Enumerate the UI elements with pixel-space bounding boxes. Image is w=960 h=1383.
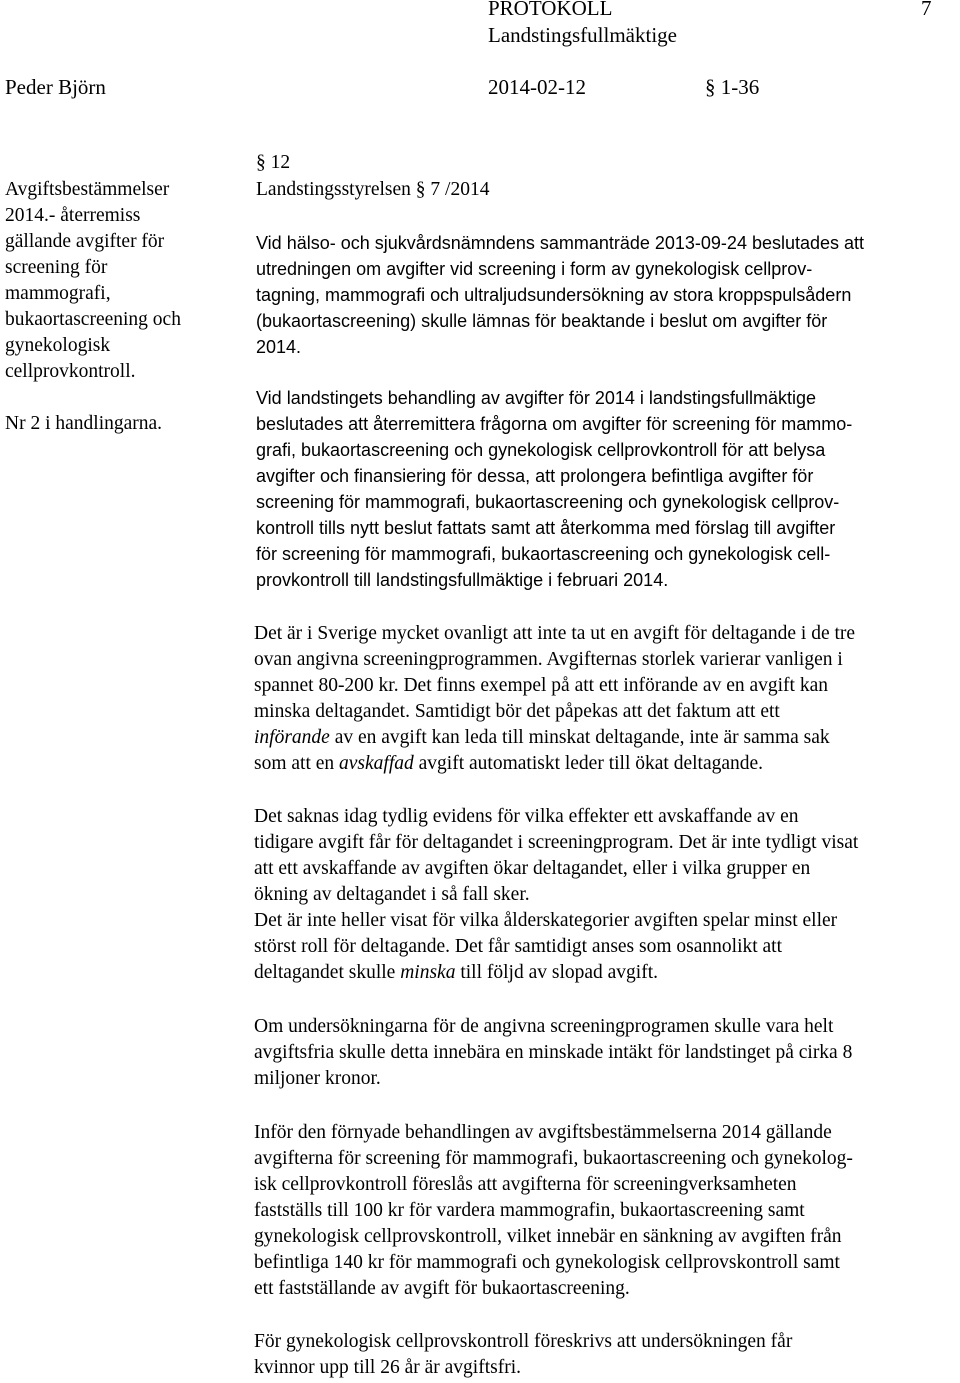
emphasis-text: minska <box>400 962 456 983</box>
text-line: beslutades att återremittera frågorna om avgifter för screening för mammo- <box>256 414 853 434</box>
emphasis-text: införande <box>254 727 330 748</box>
text-line: avgifterna för screening för mammografi, bukaortascreening och gynekolog- <box>254 1148 853 1169</box>
text-line: tagning, mammografi och ultraljudsundersökning av stora kroppspulsådern <box>256 285 852 305</box>
decision-reference: Landstingsstyrelsen § 7 /2014 <box>256 179 490 200</box>
paragraph-2 <box>256 385 852 593</box>
text-line: avgiftsfria skulle detta innebära en minskade intäkt för landstinget på cirka 8 <box>254 1042 853 1063</box>
margin-heading-line: 2014.- återremiss <box>5 205 141 226</box>
meeting-date: 2014-02-12 <box>488 75 586 99</box>
text-span: deltagandet skulle <box>254 962 401 983</box>
paragraph-range: § 1-36 <box>705 75 760 99</box>
margin-heading <box>5 177 181 437</box>
text-line: Det saknas idag tydlig evidens för vilka effekter ett avskaffande av en <box>254 806 799 827</box>
document-subtitle: Landstingsfullmäktige <box>488 23 677 47</box>
margin-heading-line: bukaortascreening och <box>5 309 181 330</box>
text-line: För gynekologisk cellprovskontroll föreskrivs att undersökningen får <box>254 1331 793 1352</box>
page-number: 7 <box>921 0 932 20</box>
author-name: Peder Björn <box>5 75 106 99</box>
text-line: minska deltagandet. Samtidigt bör det påpekas att det faktum att ett <box>254 701 780 722</box>
emphasis-text: avskaffad <box>339 753 414 774</box>
text-line: att ett avskaffande av avgiften ökar deltagandet, eller i vilka grupper en <box>254 858 811 879</box>
paragraph-7 <box>254 1329 792 1381</box>
text-line: (bukaortascreening) skulle lämnas för beaktande i beslut om avgifter för <box>256 311 828 331</box>
text-line: ovan angivna screeningprogrammen. Avgifternas storlek varierar vanligen i <box>254 649 843 670</box>
margin-heading-line: gällande avgifter för <box>5 231 165 252</box>
margin-heading-line: mammografi, <box>5 283 111 304</box>
text-line <box>254 751 855 777</box>
paragraph-5 <box>254 1014 852 1092</box>
text-line: gynekologisk cellprovskontroll, vilket innebär en sänkning av avgiften från <box>254 1226 842 1247</box>
document-title: PROTOKOLL <box>488 0 613 20</box>
text-line: Det är inte heller visat för vilka ålderskategorier avgiften spelar minst eller <box>254 910 838 931</box>
paragraph-3 <box>254 621 855 777</box>
text-line: Inför den förnyade behandlingen av avgiftsbestämmelserna 2014 gällande <box>254 1122 832 1143</box>
text-line: tidigare avgift får för deltagandet i screeningprogram. Det är inte tydligt visat <box>254 832 859 853</box>
text-line <box>254 725 855 751</box>
paragraph-6 <box>254 1120 853 1302</box>
text-line: Om undersökningarna för de angivna screeningprogramen skulle vara helt <box>254 1016 834 1037</box>
margin-heading-line: Avgiftsbestämmelser <box>5 179 170 200</box>
text-line: ett fastställande av avgift för bukaortascreening. <box>254 1278 630 1299</box>
text-line: Det är i Sverige mycket ovanligt att inte ta ut en avgift för deltagande i de tre <box>254 623 856 644</box>
text-line: störst roll för deltagande. Det får samtidigt anses som osannolikt att <box>254 936 783 957</box>
margin-heading-line: screening för <box>5 257 108 278</box>
text-line: provkontroll till landstingsfullmäktige i februari 2014. <box>256 570 669 590</box>
text-line: isk cellprovkontroll föreslås att avgifterna för screeningverksamheten <box>254 1174 797 1195</box>
text-line: fastställs till 100 kr för vardera mammografin, bukaortascreening samt <box>254 1200 805 1221</box>
text-line: utredningen om avgifter vid screening i form av gynekologisk cellprov- <box>256 259 813 279</box>
text-line: Vid hälso- och sjukvårdsnämndens sammanträde 2013-09-24 beslutades att <box>256 233 865 253</box>
text-line: screening för mammografi, bukaortascreening och gynekologisk cellprov- <box>256 492 840 512</box>
text-line: kontroll tills nytt beslut fattats samt att återkomma med förslag till avgifter <box>256 518 836 538</box>
text-line: kvinnor upp till 26 år är avgiftsfri. <box>254 1357 521 1378</box>
text-line: befintliga 140 kr för mammografi och gynekologisk cellprovskontroll samt <box>254 1252 840 1273</box>
text-span: till följd av slopad avgift. <box>455 962 659 983</box>
paragraph-1 <box>256 230 864 360</box>
text-span: av en avgift kan leda till minskat deltagande, inte är samma sak <box>329 727 830 748</box>
text-line: för screening för mammografi, bukaortascreening och gynekologisk cell- <box>256 544 831 564</box>
section-number: § 12 <box>256 152 291 173</box>
text-line: 2014. <box>256 337 302 357</box>
paragraph-4 <box>254 804 858 986</box>
text-line <box>254 960 858 986</box>
text-span: avgift automatiskt leder till ökat deltagande. <box>413 753 764 774</box>
text-line: grafi, bukaortascreening och gynekologisk cellprovkontroll för att belysa <box>256 440 826 460</box>
text-line: spannet 80-200 kr. Det finns exempel på att ett införande av en avgift kan <box>254 675 828 696</box>
text-line: Vid landstingets behandling av avgifter för 2014 i landstingsfullmäktige <box>256 388 817 408</box>
attachment-note: Nr 2 i handlingarna. <box>5 413 163 434</box>
text-line: ökning av deltagandet i så fall sker. <box>254 884 530 905</box>
text-span: som att en <box>254 753 340 774</box>
text-line: miljoner kronor. <box>254 1068 381 1089</box>
text-line: avgifter och finansiering för dessa, att prolongera befintliga avgifter för <box>256 466 814 486</box>
margin-heading-line: cellprovkontroll. <box>5 361 136 382</box>
margin-heading-line: gynekologisk <box>5 335 111 356</box>
